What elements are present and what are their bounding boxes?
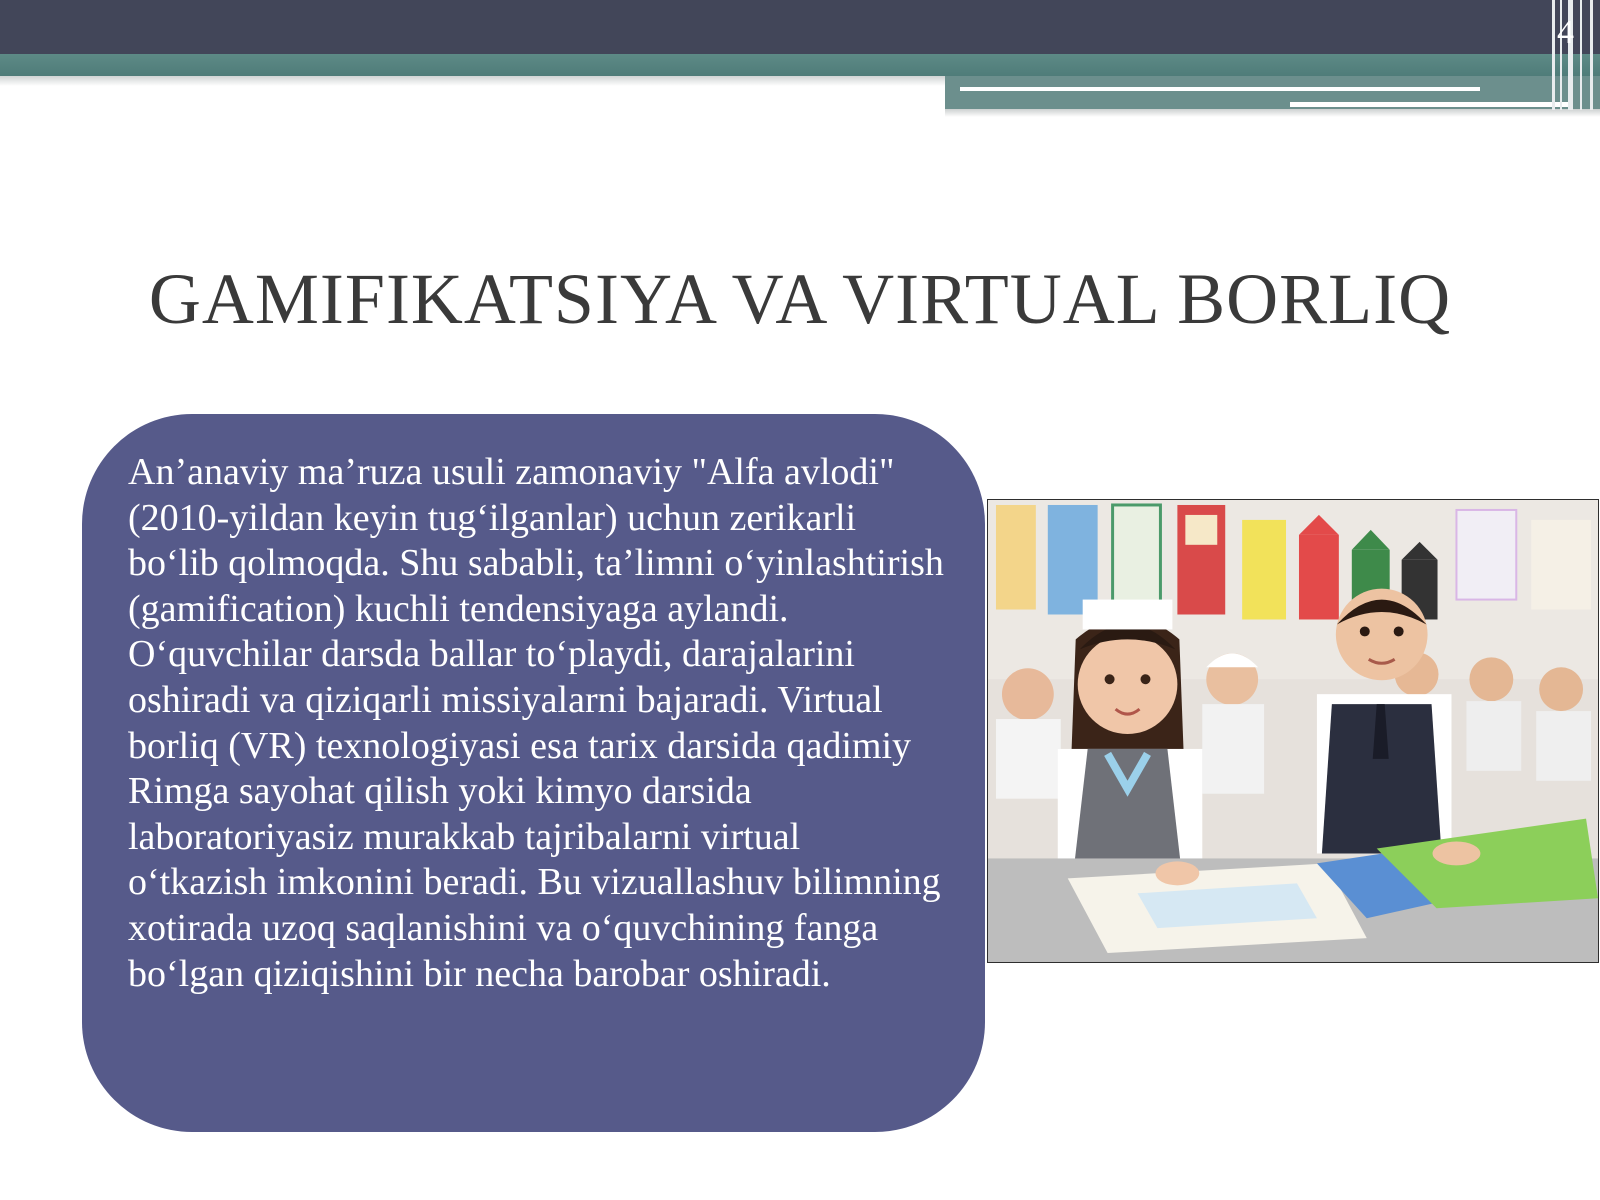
header-line	[960, 87, 1480, 91]
header-bar	[0, 0, 1600, 54]
slide-number: 4	[1557, 14, 1574, 51]
header-stripe	[1580, 0, 1582, 110]
body-text: An’anaviy ma’ruza usuli zamonaviy "Alfa avlodi" (2010-yildan keyin tug‘ilganlar) uchun zerikarli bo‘lib qolmoqda. Shu sababli, ta’limni o‘yinlashtirish (gamification) kuchli tendensiyaga aylandi. O‘quvchilar darsda ballar to‘playdi, darajalarini oshiradi va qiziqarli missiyalarni bajaradi. Virtual borliq (VR) texnologiyasi esa tarix darsida qadimiy Rimga sayohat qilish yoki kimyo darsida laboratoriyasiz murakkab tajribalarni virtual o‘tkazish imkonini beradi. Bu vizuallashuv bilimning xotirada uzoq saqlanishini va o‘quvchining fanga bo‘lgan qiziqishini bir necha barobar oshiradi.	[128, 451, 944, 995]
header-shadow	[945, 109, 1600, 117]
header-accent-bar	[0, 54, 1600, 76]
classroom-photo	[987, 499, 1599, 963]
header-stripe	[1590, 0, 1593, 110]
classroom-illustration	[988, 500, 1598, 962]
slide-title: GAMIFIKATSIYA VA VIRTUAL BORLIQ	[148, 259, 1452, 339]
header-shadow	[0, 76, 945, 86]
header-line	[1290, 102, 1570, 107]
